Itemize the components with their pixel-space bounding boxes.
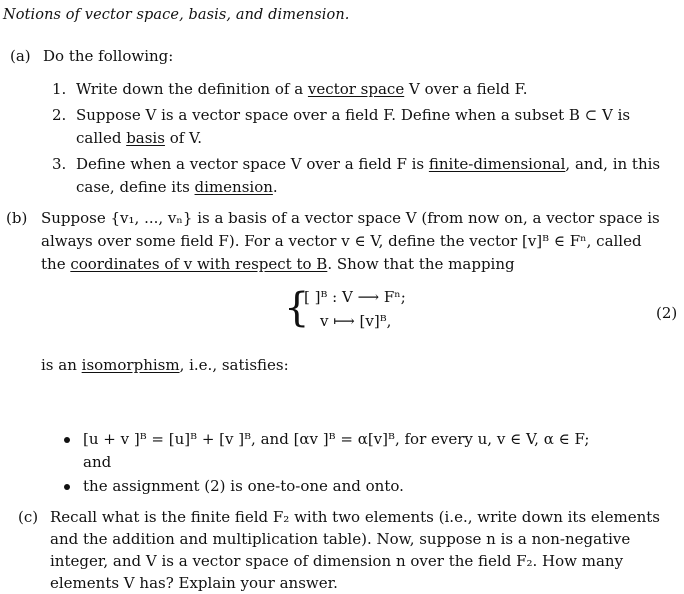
mapping-display [284,286,434,336]
item-2-underlined: basis [126,129,165,147]
part-b-line3 [41,253,515,275]
part-c-label: (c) [18,508,39,526]
item-3-post: , and, in this [565,155,661,173]
bullet-2-dot [64,484,70,490]
item-2-line1: Suppose V is a vector space over a field F. Define when a subset B ⊂ V is [76,106,631,124]
part-b-line1: Suppose {v₁, ..., vₙ} is a basis of a vector space V (from now on, a vector space is [41,209,660,227]
part-c-line3: integer, and V is a vector space of dimension n over the field F₂. How many [50,552,624,570]
coordinates-term: coordinates of v with respect to B [70,255,328,273]
part-b-line3-pre: the [41,255,71,273]
mapping-line-2: v ⟼ [v]ᴮ, [320,312,392,330]
part-b-label: (b) [6,209,28,227]
bullet-1-and: and [83,453,112,471]
item-3-pre2: case, define its [76,178,195,196]
part-c-line2: and the addition and multiplication table). Now, suppose n is a non-negative [50,530,631,548]
item-1-number: 1. [52,80,67,98]
iso-pre: is an [41,356,82,374]
item-3-pre: Define when a vector space V over a field F is [76,155,429,173]
part-c-line4: elements V has? Explain your answer. [50,574,338,592]
item-3-underlined: finite-dimensional [428,155,566,173]
item-3-post2: . [272,178,278,196]
item-1-underlined: vector space [307,80,405,98]
item-1-post: V over a field F. [404,80,528,98]
equation-number: (2) [656,304,678,322]
item-1-text [76,78,528,100]
part-b-line3-post: . Show that the mapping [327,255,515,273]
iso-post: , i.e., satisfies: [179,356,289,374]
item-1-pre: Write down the definition of a [76,80,308,98]
part-b-line2: always over some field F). For a vector v ∈ V, define the vector [v]ᴮ ∈ Fⁿ, called [41,232,642,250]
isomorphism-term: isomorphism [81,356,180,374]
item-3-line2 [76,176,278,198]
item-3-number: 3. [52,155,67,173]
page-title: Notions of vector space, basis, and dimension. [3,7,350,23]
part-a-intro: Do the following: [43,47,174,65]
item-2-line2 [76,127,202,149]
part-c-line1: Recall what is the finite field F₂ with two elements (i.e., write down its elements [50,508,660,526]
isomorphism-line [41,354,289,376]
left-brace: { [284,285,310,331]
bullet-1-dot [64,437,70,443]
part-a-label: (a) [10,47,31,65]
bullet-2-text: the assignment (2) is one-to-one and onto. [83,477,404,495]
item-2-number: 2. [52,106,67,124]
item-2-post: of V. [164,129,203,147]
item-3-underlined2: dimension [194,178,273,196]
bullet-1-text: [u + v ]ᴮ = [u]ᴮ + [v ]ᴮ, and [αv ]ᴮ = α[v]ᴮ, for every u, v ∈ V, α ∈ F; [83,430,590,448]
mapping-line-1: [ ]ᴮ : V ⟶ Fⁿ; [304,288,406,306]
item-3-line1 [76,153,660,175]
item-2-pre: called [76,129,127,147]
